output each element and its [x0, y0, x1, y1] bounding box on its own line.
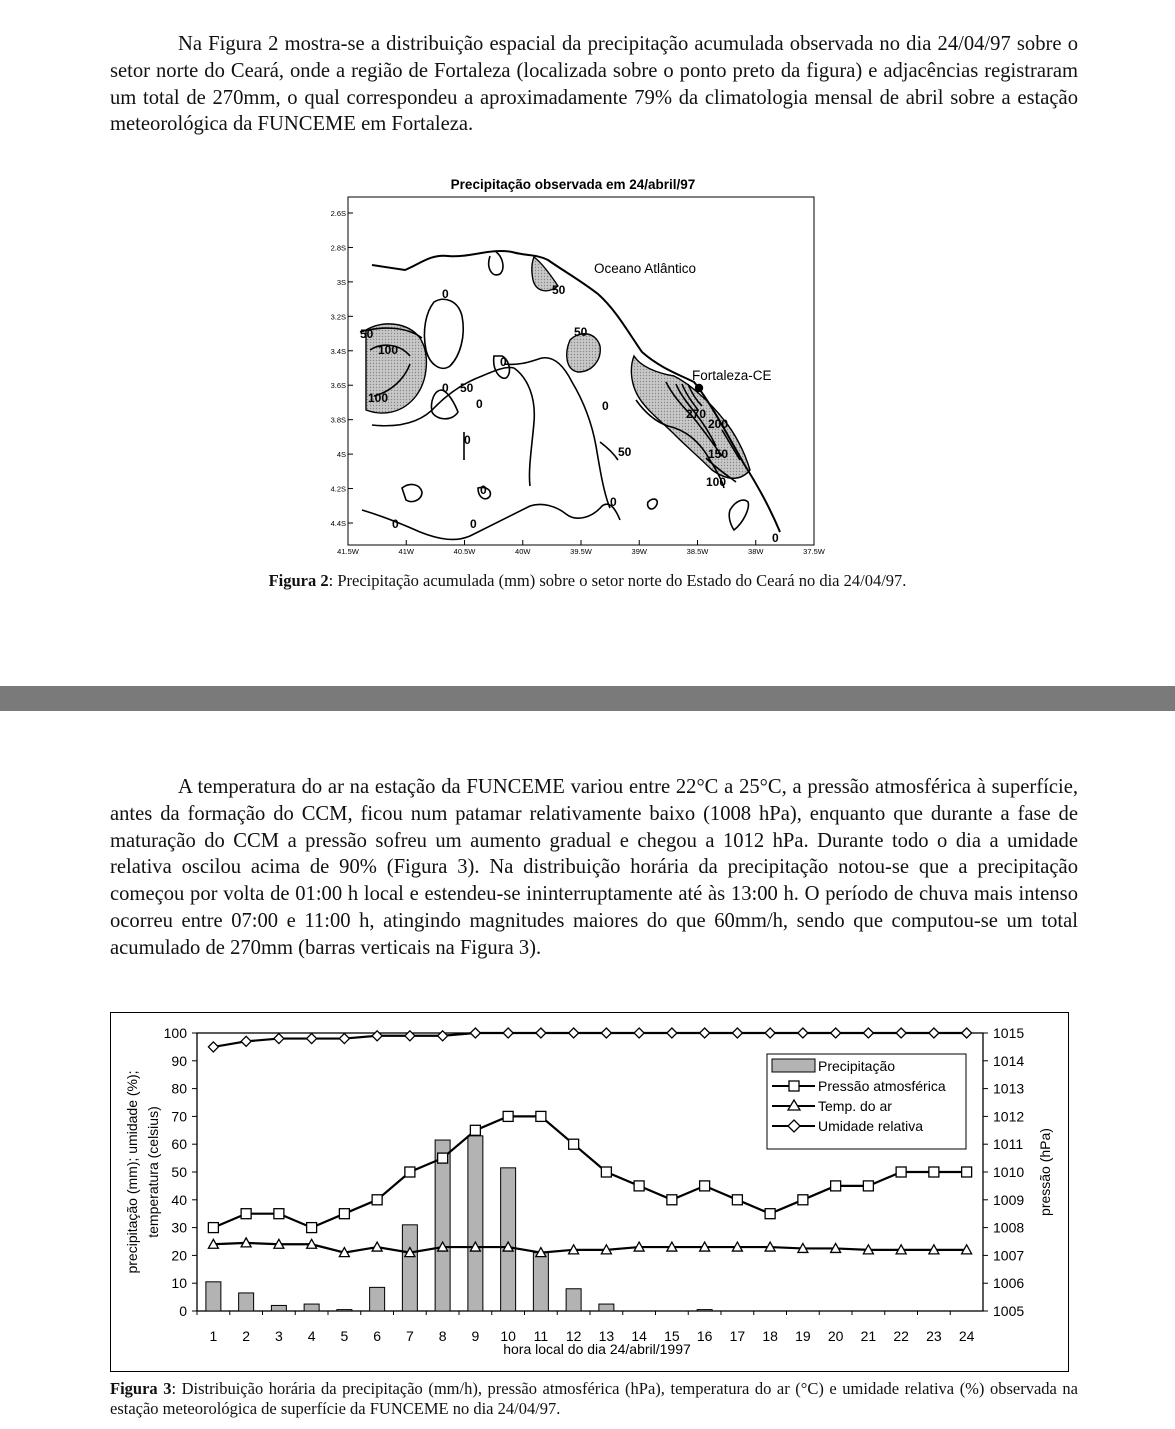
x-tick-label: 22	[893, 1328, 909, 1344]
precipitation-bar	[402, 1225, 417, 1311]
map-x-tick-label: 41.5W	[337, 547, 359, 556]
x-tick-label: 21	[860, 1328, 877, 1344]
pressure-marker	[798, 1195, 808, 1205]
legend-bar-swatch	[772, 1059, 815, 1072]
humidity-marker	[896, 1028, 906, 1038]
map-x-tick-label: 41W	[398, 547, 414, 556]
humidity-marker	[274, 1034, 284, 1044]
precipitation-bar	[468, 1136, 483, 1311]
figure2-title: Precipitação observada em 24/abril/97	[450, 177, 696, 192]
map-y-tick-label: 3.8S	[330, 415, 346, 425]
map-x-tick-label: 38.5W	[686, 547, 709, 556]
x-tick-label: 20	[827, 1328, 844, 1344]
pressure-marker	[307, 1223, 317, 1233]
contour-label: 0	[392, 517, 399, 531]
contour-label: 270	[686, 407, 707, 421]
x-tick-label: 14	[631, 1328, 647, 1344]
contour-label: 50	[574, 325, 588, 339]
map-y-tick-label: 2.6S	[330, 209, 346, 218]
y2-tick-label: 1010	[993, 1164, 1025, 1180]
pressure-marker	[667, 1195, 677, 1205]
y-tick-label: 0	[179, 1303, 187, 1319]
map-y-tick-label: 4S	[336, 450, 346, 460]
fortaleza-marker	[695, 384, 703, 392]
x-tick-label: 16	[696, 1328, 713, 1344]
precipitation-bar	[370, 1287, 385, 1311]
figure2-map	[330, 170, 830, 565]
humidity-marker	[536, 1028, 546, 1038]
figure3-chart	[110, 1012, 1070, 1374]
map-x-ticks	[337, 540, 826, 556]
y2-tick-label: 1005	[993, 1303, 1025, 1319]
contour-label: 150	[708, 447, 729, 461]
y-tick-label: 50	[171, 1164, 187, 1180]
contour-label: 0	[602, 399, 609, 413]
humidity-marker	[339, 1034, 349, 1044]
chart-legend	[767, 1054, 966, 1149]
y2-tick-label: 1008	[993, 1219, 1025, 1236]
y-tick-label: 40	[171, 1191, 187, 1208]
y2-tick-label: 1006	[993, 1275, 1025, 1292]
y-tick-label: 90	[171, 1052, 187, 1069]
x-tick-label: 7	[405, 1328, 414, 1344]
humidity-marker	[732, 1028, 742, 1038]
humidity-marker	[929, 1028, 939, 1038]
x-tick-label: 5	[340, 1328, 349, 1344]
coastline	[372, 251, 780, 532]
pressure-marker	[700, 1181, 710, 1191]
precipitation-bar	[304, 1304, 319, 1311]
contour-label: 0	[464, 433, 471, 447]
pressure-marker	[601, 1167, 611, 1177]
contour-label: 0	[480, 483, 487, 497]
pressure-marker	[405, 1167, 415, 1177]
pressure-marker	[831, 1181, 841, 1191]
contour-label: 100	[706, 475, 727, 489]
x-tick-label: 23	[926, 1328, 942, 1344]
y-axis-label-line2: temperatura (celsius)	[145, 1106, 161, 1238]
contour-label: 0	[610, 495, 617, 509]
label-fortaleza: Fortaleza-CE	[692, 368, 772, 383]
humidity-marker	[470, 1028, 480, 1038]
contour-label: 50	[360, 327, 374, 341]
precipitation-bar	[239, 1293, 254, 1311]
map-y-tick-label: 2.8S	[330, 243, 346, 253]
pressure-marker	[438, 1153, 448, 1163]
y2-tick-label: 1007	[993, 1247, 1025, 1264]
pressure-marker	[241, 1209, 251, 1219]
map-y-tick-label: 3.6S	[330, 381, 346, 391]
y2-tick-label: 1009	[993, 1191, 1025, 1208]
contour-label: 0	[772, 531, 779, 545]
humidity-marker	[438, 1031, 448, 1041]
y-tick-label: 60	[171, 1136, 187, 1153]
map-x-tick-label: 37.5W	[803, 547, 825, 556]
pressure-marker	[274, 1209, 284, 1219]
map-x-tick-label: 38W	[748, 547, 764, 556]
series-line-triangle	[213, 1243, 966, 1253]
legend-square-marker	[789, 1081, 799, 1091]
humidity-marker	[503, 1028, 513, 1038]
paragraph-figure3-intro: A temperatura do ar na estação da FUNCEME variou entre 22°C a 25°C, a pressão atmosférica à superfície, antes da formação do CCM, ficou num patamar relativamente baixo (1008 hPa), enquanto que durante a fase de maturação do CCM a pressão sofreu um aumento gradual e chegou a 1012 hPa. Durante todo o dia a umidade relativa oscilou acima de 90% (Figura 3). Na distribuição horária da precipitação notou-se que a precipitação começou por volta de 01:00 h local e estendeu-se ininterruptamente até às 13:00 h. O período de chuva mais intenso ocorreu entre 07:00 e 11:00 h, atingindo magnitudes maiores do que 60mm/h, sendo que computou-se um total acumulado de 270mm (barras verticais na Figura 3).	[110, 776, 1078, 959]
contour-label: 0	[500, 355, 507, 369]
y-tick-label: 70	[171, 1108, 187, 1125]
x-tick-label: 19	[795, 1328, 811, 1344]
y-tick-label: 20	[171, 1247, 187, 1264]
pressure-marker	[503, 1111, 513, 1121]
legend-label-pressao: Pressão atmosférica	[818, 1078, 946, 1094]
contour-label: 100	[378, 343, 399, 357]
humidity-marker	[700, 1028, 710, 1038]
shaded-area-center	[567, 334, 601, 372]
legend-label-precipitacao: Precipitação	[818, 1058, 896, 1074]
pressure-marker	[569, 1139, 579, 1149]
series-line-diamond	[213, 1033, 966, 1047]
map-y-tick-label: 3S	[336, 277, 346, 287]
pressure-marker	[339, 1209, 349, 1219]
precipitation-bar	[566, 1289, 581, 1311]
x-tick-label: 9	[471, 1328, 480, 1344]
humidity-marker	[405, 1031, 415, 1041]
humidity-marker	[601, 1028, 611, 1038]
pressure-marker	[929, 1167, 939, 1177]
humidity-marker	[634, 1028, 644, 1038]
contour-label: 50	[618, 445, 632, 459]
humidity-marker	[798, 1028, 808, 1038]
x-tick-label: 15	[664, 1328, 680, 1344]
pressure-marker	[208, 1223, 218, 1233]
y-tick-label: 10	[171, 1275, 187, 1292]
pressure-marker	[470, 1125, 480, 1135]
map-y-tick-label: 3.4S	[330, 346, 346, 356]
humidity-marker	[831, 1028, 841, 1038]
humidity-marker	[208, 1042, 218, 1052]
x-tick-label: 3	[274, 1328, 283, 1344]
y2-tick-label: 1011	[993, 1136, 1024, 1153]
y2-tick-label: 1012	[993, 1108, 1025, 1125]
y-tick-label: 100	[163, 1025, 187, 1041]
contour-label: 200	[708, 417, 729, 431]
contour-label: 0	[442, 381, 449, 395]
map-x-tick-label: 40.5W	[453, 547, 476, 556]
humidity-marker	[569, 1028, 579, 1038]
legend-label-temp: Temp. do ar	[818, 1098, 892, 1114]
map-x-tick-label: 39.5W	[570, 547, 592, 556]
humidity-marker	[372, 1031, 382, 1041]
pressure-marker	[732, 1195, 742, 1205]
x-tick-label: 2	[242, 1328, 251, 1344]
humidity-marker	[307, 1034, 317, 1044]
paragraph-figure2-intro: Na Figura 2 mostra-se a distribuição espacial da precipitação acumulada observada no dia 24/04/97 sobre o setor norte do Ceará, onde a região de Fortaleza (localizada sobre o ponto preto da figura) e adjacências registraram um total de 270mm, o qual correspondeu a aproximadamente 79% da climatologia mensal de abril sobre a estação meteorológica da FUNCEME em Fortaleza.	[110, 33, 1078, 136]
y2-tick-label: 1015	[993, 1025, 1025, 1041]
x-tick-label: 18	[762, 1328, 778, 1344]
pressure-marker	[896, 1167, 906, 1177]
x-tick-label: 24	[958, 1328, 975, 1344]
label-oceano: Oceano Atlântico	[594, 261, 697, 276]
pressure-marker	[863, 1181, 873, 1191]
y2-tick-label: 1013	[993, 1080, 1025, 1097]
precipitation-bar	[271, 1305, 286, 1311]
figure2-caption: Figura 2: Precipitação acumulada (mm) sobre o setor norte do Estado do Ceará no dia 24/04/97.	[268, 571, 907, 590]
map-y-tick-label: 4.4S	[330, 519, 346, 528]
contour-label: 0	[476, 397, 483, 411]
pressure-marker	[962, 1167, 972, 1177]
pressure-marker	[372, 1195, 382, 1205]
contour-label: 50	[552, 283, 566, 297]
map-y-tick-label: 4.2S	[330, 484, 346, 494]
map-y-tick-label: 3.2S	[330, 312, 346, 322]
humidity-marker	[863, 1028, 873, 1038]
pressure-marker	[536, 1111, 546, 1121]
x-tick-label: 6	[373, 1328, 382, 1344]
x-tick-label: 1	[209, 1328, 218, 1344]
precipitation-bars	[206, 1136, 712, 1311]
x-tick-label: 10	[500, 1328, 516, 1344]
y-tick-label: 80	[171, 1080, 187, 1097]
humidity-marker	[765, 1028, 775, 1038]
pressure-marker	[634, 1181, 644, 1191]
x-tick-label: 12	[565, 1328, 582, 1344]
precipitation-bar	[697, 1310, 712, 1311]
y-axis-label-line1: precipitação (mm); umidade (%);	[124, 1070, 140, 1274]
precipitation-bar	[501, 1168, 516, 1311]
contour-label: 0	[470, 517, 477, 531]
precipitation-bar	[599, 1304, 614, 1311]
y2-tick-label: 1014	[993, 1052, 1025, 1069]
x-tick-label: 13	[598, 1328, 615, 1344]
humidity-marker	[962, 1028, 972, 1038]
map-y-ticks	[331, 209, 353, 528]
precipitation-bar	[206, 1282, 221, 1311]
x-tick-label: 17	[729, 1328, 746, 1344]
contour-label: 100	[368, 391, 389, 405]
contour-label: 50	[460, 381, 474, 395]
humidity-marker	[241, 1036, 251, 1046]
figure3-caption: Figura 3: Distribuição horária da precipitação (mm/h), pressão atmosférica (hPa), temperatura do ar (°C) e umidade relativa (%) observada na estação meteorológica de superfície da FUNCEME no dia 24/04/97.	[110, 1379, 1078, 1418]
legend-label-umidade: Umidade relativa	[818, 1118, 924, 1134]
map-x-tick-label: 40W	[515, 547, 531, 556]
y2-axis-label: pressão (hPa)	[1037, 1128, 1053, 1216]
humidity-marker	[667, 1028, 677, 1038]
map-x-tick-label: 39W	[631, 547, 647, 556]
x-tick-label: 11	[533, 1328, 549, 1344]
x-tick-label: 4	[307, 1328, 316, 1344]
page-separator	[0, 686, 1175, 711]
x-axis-label: hora local do dia 24/abril/1997	[503, 1341, 691, 1357]
precipitation-bar	[337, 1310, 352, 1311]
precipitation-bar	[435, 1140, 450, 1311]
contour-label: 0	[442, 287, 449, 301]
precipitation-bar	[533, 1253, 548, 1311]
x-tick-label: 8	[438, 1328, 447, 1344]
pressure-marker	[765, 1209, 775, 1219]
y-tick-label: 30	[171, 1219, 187, 1236]
